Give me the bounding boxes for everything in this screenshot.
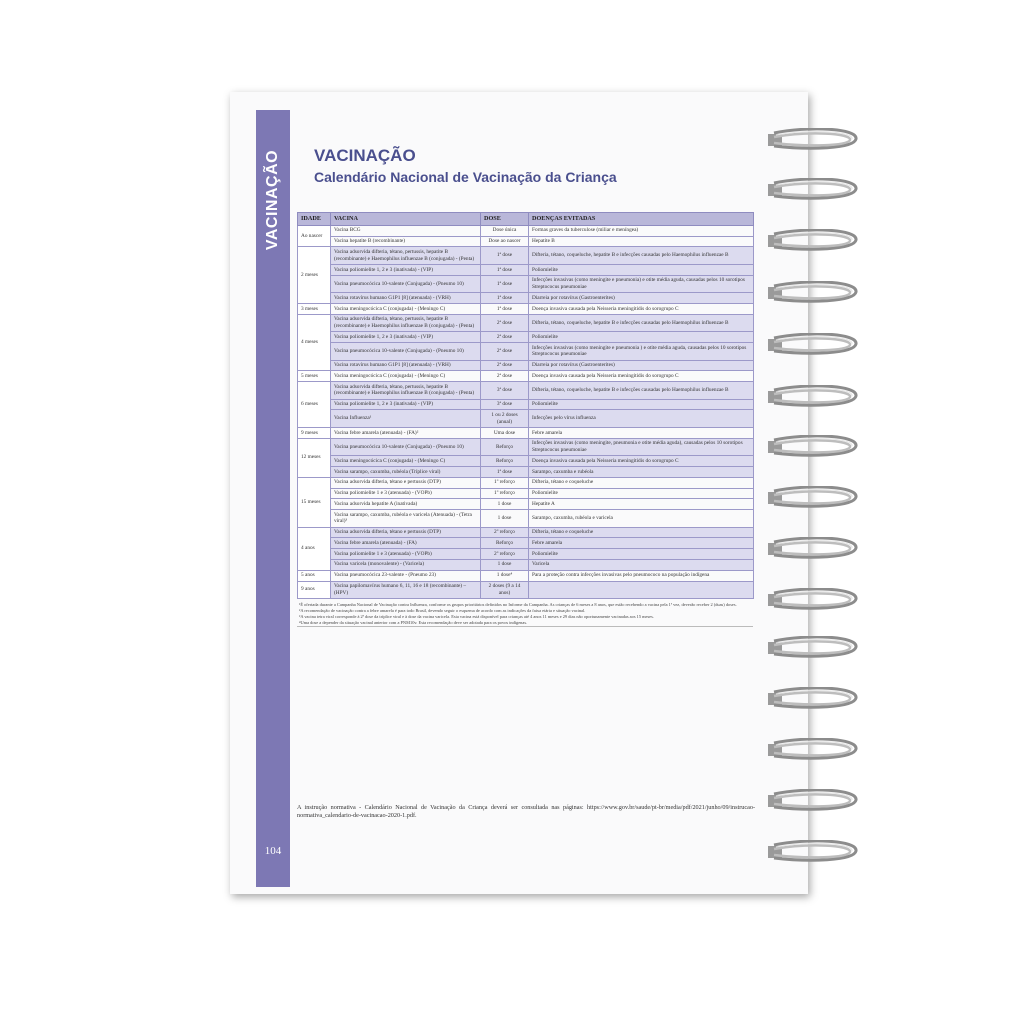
binding-ring-icon — [768, 687, 860, 711]
dose-cell: Reforço — [481, 456, 529, 467]
vaccine-cell: Vacina poliomielite 1 e 3 (atenuada) - (VOPb) — [331, 549, 481, 560]
vaccine-cell: Vacina pneumocócica 10-valente (Conjugada) - (Pneumo 10) — [331, 343, 481, 361]
disease-cell: Infecções invasivas (como meningite e pneumonia ) e otite média aguda, causadas pelos 10 sorotipos Streptococus pneumoniae — [529, 343, 754, 361]
age-cell: 9 meses — [298, 428, 331, 439]
table-row — [298, 570, 754, 581]
table-row — [298, 275, 754, 293]
dose-cell: 2ª dose — [481, 332, 529, 343]
vaccine-cell: Vacina Influenza¹ — [331, 410, 481, 428]
vaccine-cell: Vacina adsorvida difteria, tétano e pertussis (DTP) — [331, 477, 481, 488]
table-row — [298, 399, 754, 410]
table-row — [298, 581, 754, 599]
dose-cell: Reforço — [481, 538, 529, 549]
age-cell: 4 meses — [298, 314, 331, 371]
disease-cell: Doença invasiva causada pela Neisseria meningitidis do sorogrupo C — [529, 304, 754, 315]
table-header-row — [298, 213, 754, 226]
vaccine-cell: Vacina febre amarela (atenuada) - (FA)² — [331, 428, 481, 439]
binding-ring-icon — [768, 789, 860, 813]
binding-ring-icon — [768, 537, 860, 561]
binding-ring-icon — [768, 178, 860, 202]
vaccine-cell: Vacina meningocócica C (conjugada) - (Meningo C) — [331, 371, 481, 382]
table-row — [298, 538, 754, 549]
age-cell: 12 meses — [298, 438, 331, 477]
disease-cell: Infecções invasivas (como meningite e pneumonia) e otite média aguda, causadas pelos 10 sorotipos Streptococus pneumoniae — [529, 275, 754, 293]
table-row — [298, 438, 754, 456]
footnotes — [297, 599, 753, 627]
disease-cell: Infecções invasivas (como meningite, pneumonia e otite média aguda), causadas pelos 10 sorotipos Streptococus pneumoniae — [529, 438, 754, 456]
disease-cell: Difteria, tétano, coqueluche, hepatite B e infecções causadas pelo Haemophilus influenzae B — [529, 247, 754, 265]
dose-cell: Uma dose — [481, 428, 529, 439]
disease-cell: Difteria, tétano, coqueluche, hepatite B e infecções causadas pelo Haemophilus influenzae B — [529, 314, 754, 332]
binding-ring-icon — [768, 333, 860, 357]
binding-ring-icon — [768, 840, 860, 864]
binding-ring-icon — [768, 486, 860, 510]
vaccine-cell: Vacina sarampo, caxumba, rubéola e varicela (Atenuada) - (Tetra viral)³ — [331, 510, 481, 528]
vaccine-cell: Vacina poliomielite 1 e 3 (atenuada) - (VOPb) — [331, 488, 481, 499]
table-row — [298, 332, 754, 343]
disease-cell — [529, 581, 754, 599]
vaccine-cell: Vacina rotavírus humano G1P1 [8] (atenuada) - (VRH) — [331, 293, 481, 304]
vaccine-cell: Vacina febre amarela (atenuada) - (FA) — [331, 538, 481, 549]
disease-cell: Sarampo, caxumba, rubéola e varicela — [529, 510, 754, 528]
dose-cell: 1 dose — [481, 510, 529, 528]
table-row — [298, 265, 754, 276]
footnote: ⁴Uma dose a depender da situação vacinal anterior com a PNM10v. Esta recomendação deve ser adotada para os povos indígenas. — [299, 619, 528, 625]
vaccine-cell: Vacina varicela (monovalente) - (Varicela) — [331, 559, 481, 570]
age-cell: 4 anos — [298, 527, 331, 570]
disease-cell: Poliomielite — [529, 549, 754, 560]
table-row — [298, 488, 754, 499]
dose-cell: Dose ao nascer — [481, 236, 529, 247]
disease-cell: Poliomielite — [529, 265, 754, 276]
disease-cell: Doença invasiva causada pela Neisseria meningitidis do sorogrupo C — [529, 371, 754, 382]
vaccine-cell: Vacina meningocócica C (conjugada) - (Meningo C) — [331, 304, 481, 315]
dose-cell: 1ª dose — [481, 265, 529, 276]
disease-cell: Difteria, tétano, coqueluche, hepatite B e infecções causadas pelo Haemophilus influenzae B — [529, 382, 754, 400]
age-cell: 2 meses — [298, 247, 331, 304]
vaccine-cell: Vacina poliomielite 1, 2 e 3 (inativada) - (VIP) — [331, 399, 481, 410]
dose-cell: 1º reforço — [481, 488, 529, 499]
column-header: DOSE — [481, 213, 529, 226]
table-row — [298, 236, 754, 247]
dose-cell: 1ª dose — [481, 247, 529, 265]
side-tab — [256, 110, 290, 887]
binding-ring-icon — [768, 435, 860, 459]
dose-cell: 1 dose⁴ — [481, 570, 529, 581]
table-row — [298, 304, 754, 315]
table-row — [298, 456, 754, 467]
vaccine-cell: Vacina adsorvida hepatite A (inativada) — [331, 499, 481, 510]
column-header: IDADE — [298, 213, 331, 226]
disease-cell: Sarampo, caxumba e rubéola — [529, 467, 754, 478]
disease-cell: Difteria, tétano e coqueluche — [529, 527, 754, 538]
binding-ring-icon — [768, 738, 860, 762]
disease-cell: Diarreia por rotavírus (Gastroenterites) — [529, 360, 754, 371]
footnote: ³A vacina tetra viral corresponde à 2ª dose da tríplice viral e à dose da vacina varicela. Esta vacina está disponível para crianças até 4 anos 11 meses e 29 dias não oportunamente vacinadas aos 15 meses. — [299, 613, 654, 619]
dose-cell: 2º reforço — [481, 549, 529, 560]
dose-cell: 1ª dose — [481, 293, 529, 304]
disease-cell: Infecções pelo vírus influenza — [529, 410, 754, 428]
table-row — [298, 559, 754, 570]
disease-cell: Hepatite B — [529, 236, 754, 247]
age-cell: 6 meses — [298, 382, 331, 428]
dose-cell: 1 ou 2 doses (anual) — [481, 410, 529, 428]
side-tab-label: VACINAÇÃO — [264, 149, 282, 251]
vaccine-cell: Vacina adsorvida difteria, tétano, pertussis, hepatite B (recombinante) e Haemophilus influenzae B (conjugada) - (Penta) — [331, 314, 481, 332]
disease-cell: Poliomielite — [529, 399, 754, 410]
vaccine-cell: Vacina BCG — [331, 225, 481, 236]
vaccine-cell: Vacina adsorvida difteria, tétano, pertussis, hepatite B (recombinante) e Haemophilus influenzae B (conjugada) - (Penta) — [331, 382, 481, 400]
vaccine-cell: Vacina pneumocócica 23-valente - (Pneumo 23) — [331, 570, 481, 581]
table-row — [298, 371, 754, 382]
age-cell: 15 meses — [298, 477, 331, 527]
vaccine-cell: Vacina meningocócica C (conjugada) - (Meningo C) — [331, 456, 481, 467]
spiral-binding — [768, 0, 868, 1024]
dose-cell: 2ª dose — [481, 360, 529, 371]
table-row — [298, 293, 754, 304]
vaccine-cell: Vacina poliomielite 1, 2 e 3 (inativada) - (VIP) — [331, 332, 481, 343]
disease-cell: Difteria, tétano e coqueluche — [529, 477, 754, 488]
vaccine-cell: Vacina papilomavírus humano 6, 11, 16 e 18 (recombinante) – (HPV) — [331, 581, 481, 599]
binding-ring-icon — [768, 588, 860, 612]
age-cell: 5 meses — [298, 371, 331, 382]
disease-cell: Poliomielite — [529, 332, 754, 343]
page-number: 104 — [264, 845, 282, 857]
table-row — [298, 343, 754, 361]
age-cell: Ao nascer — [298, 225, 331, 247]
binding-ring-icon — [768, 281, 860, 305]
page-title: VACINAÇÃO — [314, 146, 416, 165]
vaccination-table — [297, 212, 754, 599]
disease-cell: Para a proteção contra infecções invasivas pelo pneumococo na população indígena — [529, 570, 754, 581]
instruction-note: A instrução normativa - Calendário Nacional de Vacinação da Criança deverá ser consultada nas páginas: https://www.gov.br/saude/pt-br/media/pdf/2021/junho/09/instrucao-normativa_calendario-de-vacinacao-2020-1.pdf. — [297, 804, 755, 820]
binding-ring-icon — [768, 385, 860, 409]
table-row — [298, 428, 754, 439]
binding-ring-icon — [768, 128, 860, 152]
table-row — [298, 467, 754, 478]
dose-cell: 1 dose — [481, 559, 529, 570]
disease-cell: Febre amarela — [529, 428, 754, 439]
age-cell: 3 meses — [298, 304, 331, 315]
binding-ring-icon — [768, 636, 860, 660]
disease-cell: Formas graves da tuberculose (miliar e meníngea) — [529, 225, 754, 236]
page-subtitle: Calendário Nacional de Vacinação da Criança — [314, 169, 617, 185]
footnote: ²A recomendação de vacinação contra a febre amarela é para todo Brasil, devendo seguir o esquema de acordo com as indicações da faixa etária e situação vacinal. — [299, 607, 586, 613]
vaccine-cell: Vacina adsorvida difteria, tétano e pertussis (DTP) — [331, 527, 481, 538]
dose-cell: 2ª dose — [481, 343, 529, 361]
binding-ring-icon — [768, 229, 860, 253]
dose-cell: 1ª dose — [481, 467, 529, 478]
table-row — [298, 382, 754, 400]
vaccine-cell: Vacina adsorvida difteria, tétano, pertussis, hepatite B (recombinante) e Haemophilus influenzae B (conjugada) - (Penta) — [331, 247, 481, 265]
vaccination-table-wrapper — [297, 212, 753, 627]
dose-cell: 1 dose — [481, 499, 529, 510]
footnote: ¹É ofertada durante a Campanha Nacional de Vacinação contra Influenza, conforme os grupos prioritários definidos no Informe da Campanha. As crianças de 6 meses a 8 anos, que estão recebendo a vacina pela 1ª vez, deverão receber 2 (duas) doses. — [299, 602, 737, 608]
table-row — [298, 314, 754, 332]
vaccine-cell: Vacina hepatite B (recombinante) — [331, 236, 481, 247]
disease-cell: Diarreia por rotavírus (Gastroenterites) — [529, 293, 754, 304]
vaccine-cell: Vacina sarampo, caxumba, rubéola (Tríplice viral) — [331, 467, 481, 478]
vaccine-cell: Vacina pneumocócica 10-valente (Conjugada) - (Pneumo 10) — [331, 275, 481, 293]
table-body — [298, 225, 754, 598]
dose-cell: 1ª dose — [481, 275, 529, 293]
disease-cell: Varicela — [529, 559, 754, 570]
column-header: VACINA — [331, 213, 481, 226]
table-row — [298, 527, 754, 538]
dose-cell: 3ª dose — [481, 399, 529, 410]
column-header: DOENÇAS EVITADAS — [529, 213, 754, 226]
dose-cell: 1ª dose — [481, 304, 529, 315]
disease-cell: Febre amarela — [529, 538, 754, 549]
table-row — [298, 225, 754, 236]
dose-cell: 2º reforço — [481, 527, 529, 538]
table-row — [298, 360, 754, 371]
vaccine-cell: Vacina poliomielite 1, 2 e 3 (inativada) - (VIP) — [331, 265, 481, 276]
table-row — [298, 247, 754, 265]
dose-cell: 3ª dose — [481, 382, 529, 400]
table-row — [298, 410, 754, 428]
table-row — [298, 510, 754, 528]
table-row — [298, 499, 754, 510]
vaccine-cell: Vacina pneumocócica 10-valente (Conjugada) - (Pneumo 10) — [331, 438, 481, 456]
dose-cell: 1º reforço — [481, 477, 529, 488]
notebook-page — [230, 92, 808, 894]
dose-cell: 2ª dose — [481, 314, 529, 332]
vaccine-cell: Vacina rotavírus humano G1P1 [8] (atenuada) - (VRH) — [331, 360, 481, 371]
disease-cell: Hepatite A — [529, 499, 754, 510]
dose-cell: 2ª dose — [481, 371, 529, 382]
age-cell: 5 anos — [298, 570, 331, 581]
disease-cell: Poliomielite — [529, 488, 754, 499]
dose-cell: Reforço — [481, 438, 529, 456]
dose-cell: 2 doses (9 a 14 anos) — [481, 581, 529, 599]
age-cell: 9 anos — [298, 581, 331, 599]
table-row — [298, 477, 754, 488]
table-row — [298, 549, 754, 560]
disease-cell: Doença invasiva causada pela Neisseria meningitidis do sorogrupo C — [529, 456, 754, 467]
dose-cell: Dose única — [481, 225, 529, 236]
